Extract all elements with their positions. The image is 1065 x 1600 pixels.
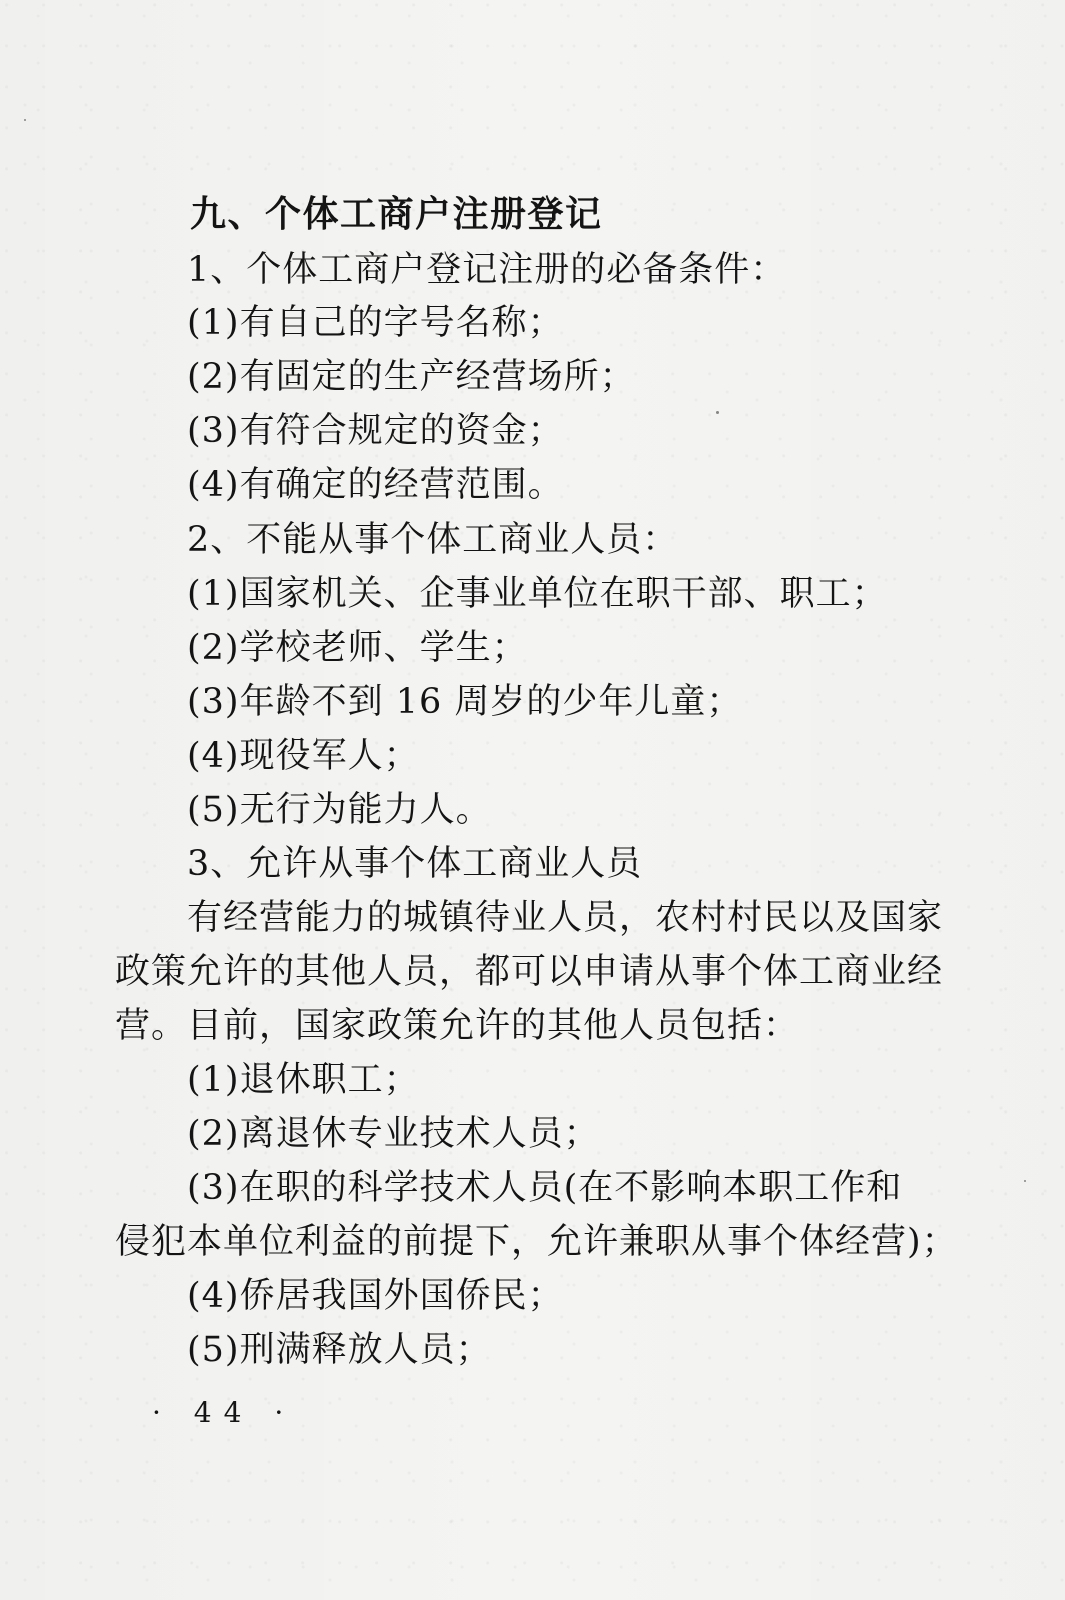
paragraph-line-3: 营。目前，国家政策允许的其他人员包括：: [115, 1006, 800, 1046]
line-5: (4)有确定的经营范围。: [187, 465, 564, 505]
line-16: (1)退休职工；: [187, 1060, 420, 1100]
line-1: 1、个体工商户登记注册的必备条件：: [187, 250, 787, 290]
line-18: (3)在职的科学技术人员(在不影响本职工作和: [187, 1168, 903, 1208]
line-9: (3)年龄不到 16 周岁的少年儿童；: [187, 682, 743, 722]
scan-speck: [716, 411, 719, 414]
line-2: (1)有自己的字号名称；: [187, 303, 564, 343]
paragraph-line-1: 有经营能力的城镇待业人员，农村村民以及国家: [187, 898, 944, 938]
scan-speck: [24, 119, 26, 121]
line-3: (2)有固定的生产经营场所；: [187, 357, 636, 397]
paragraph-line-2: 政策允许的其他人员，都可以申请从事个体工商业经: [115, 952, 944, 992]
line-20: (4)侨居我国外国侨民；: [187, 1276, 564, 1316]
section-heading: 九、个体工商户注册登记: [190, 193, 603, 235]
line-17: (2)离退休专业技术人员；: [187, 1114, 600, 1154]
page-number: · 44 ·: [152, 1396, 296, 1429]
line-19: 侵犯本单位利益的前提下，允许兼职从事个体经营)；: [115, 1222, 958, 1262]
line-21: (5)刑满释放人员；: [187, 1330, 492, 1370]
line-7: (1)国家机关、企事业单位在职干部、职工；: [187, 574, 888, 614]
line-8: (2)学校老师、学生；: [187, 628, 528, 668]
line-12: 3、允许从事个体工商业人员: [187, 844, 643, 884]
line-11: (5)无行为能力人。: [187, 790, 492, 830]
line-10: (4)现役军人；: [187, 736, 420, 776]
line-6: 2、不能从事个体工商业人员：: [187, 520, 679, 560]
scan-speck: [1024, 1180, 1026, 1182]
line-4: (3)有符合规定的资金；: [187, 411, 564, 451]
